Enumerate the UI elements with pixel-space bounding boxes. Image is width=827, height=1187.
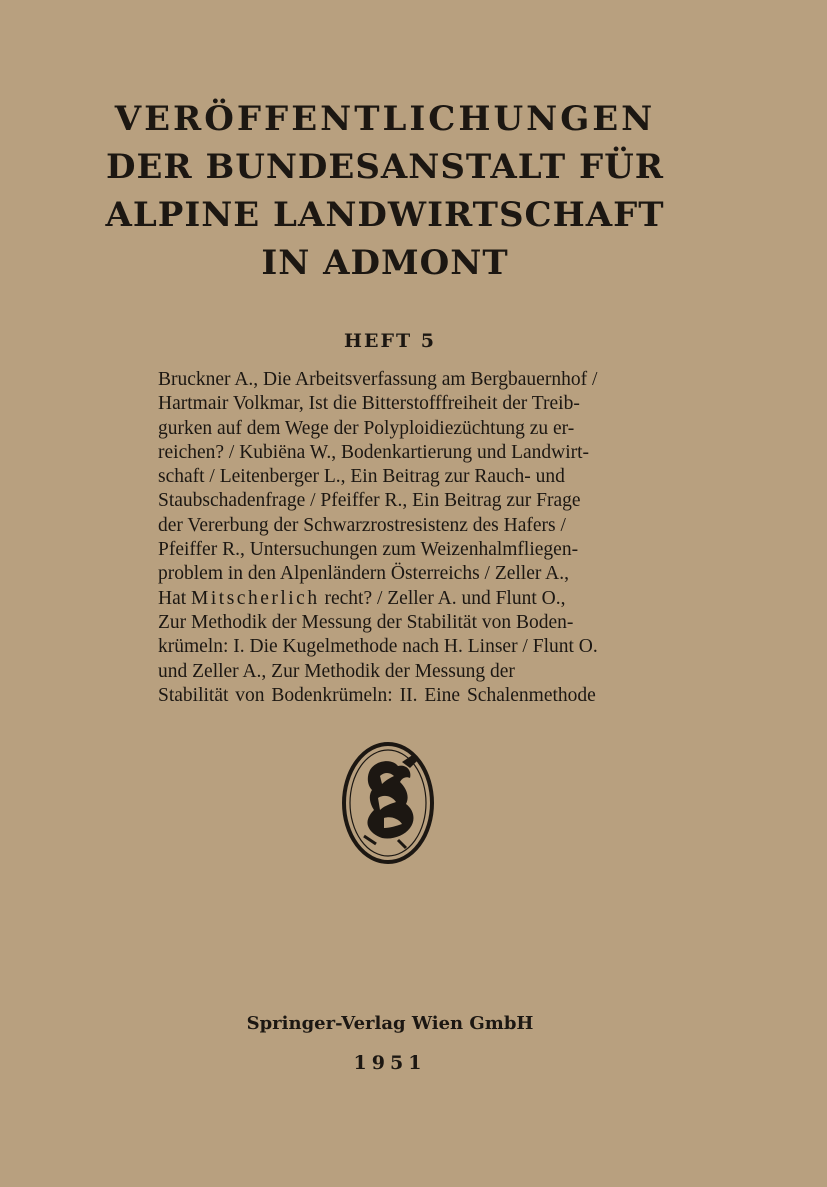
contents-text-segment <box>158 587 565 611</box>
contents-line <box>158 587 614 611</box>
contents-text: Bruckner A., Die Arbeitsverfassung am Bergbauernhof / <box>158 369 598 390</box>
table-of-contents <box>158 368 614 708</box>
contents-text: schaft / Leitenberger L., Ein Beitrag zur Rauch- und <box>158 466 565 488</box>
contents-text: problem in den Alpenländern Österreichs / Zeller A., <box>158 563 570 585</box>
springer-knight-emblem-icon <box>340 740 436 866</box>
contents-text: und Zeller A., Zur Methodik der Messung der <box>158 660 515 682</box>
contents-line <box>158 684 614 708</box>
contents-text: krümeln: I. Die Kugelmethode nach H. Linser / Flunt O. <box>158 636 598 658</box>
contents-text: reichen? / Kubiëna W., Bodenkartierung und Landwirt- <box>158 441 590 463</box>
contents-line <box>158 562 614 586</box>
series-title <box>100 95 670 287</box>
contents-line <box>158 489 614 513</box>
contents-line <box>158 368 614 392</box>
contents-line <box>158 392 614 416</box>
title-line-4: IN ADMONT <box>261 243 509 283</box>
contents-line <box>158 417 614 441</box>
emphasized-name: Mitscherlich <box>191 587 320 609</box>
contents-line <box>158 611 614 635</box>
contents-line <box>158 660 614 684</box>
contents-line <box>158 514 614 538</box>
publication-year: 1951 <box>353 1052 427 1074</box>
contents-line <box>158 635 614 659</box>
contents-line <box>158 538 614 562</box>
contents-text: Zur Methodik der Messung der Stabilität von Boden- <box>158 611 574 633</box>
contents-text: Hartmair Volkmar, Ist die Bitterstofffreiheit der Treib- <box>158 393 580 415</box>
contents-line <box>158 465 614 489</box>
title-line-1: VERÖFFENTLICHUNGEN <box>114 99 656 139</box>
contents-text: Hat <box>158 587 192 609</box>
publisher-name: Springer-Verlag Wien GmbH <box>246 1013 534 1034</box>
title-line-2: DER BUNDESANSTALT FÜR <box>105 147 665 187</box>
contents-text: Pfeiffer R., Untersuchungen zum Weizenhalmfliegen- <box>158 539 579 561</box>
contents-text: Staubschadenfrage / Pfeiffer R., Ein Beitrag zur Frage <box>158 490 581 512</box>
contents-text: gurken auf dem Wege der Polyploidiezüchtung zu er- <box>158 417 575 439</box>
contents-text: recht? / Zeller A. und Flunt O., <box>319 587 566 609</box>
title-line-3: ALPINE LANDWIRTSCHAFT <box>105 195 665 235</box>
contents-text: der Vererbung der Schwarzrostresistenz des Hafers / <box>158 514 566 536</box>
issue-number: HEFT 5 <box>344 330 436 352</box>
contents-line <box>158 441 614 465</box>
contents-text: Stabilität von Bodenkrümeln: II. Eine Schalenmethode <box>158 684 596 706</box>
